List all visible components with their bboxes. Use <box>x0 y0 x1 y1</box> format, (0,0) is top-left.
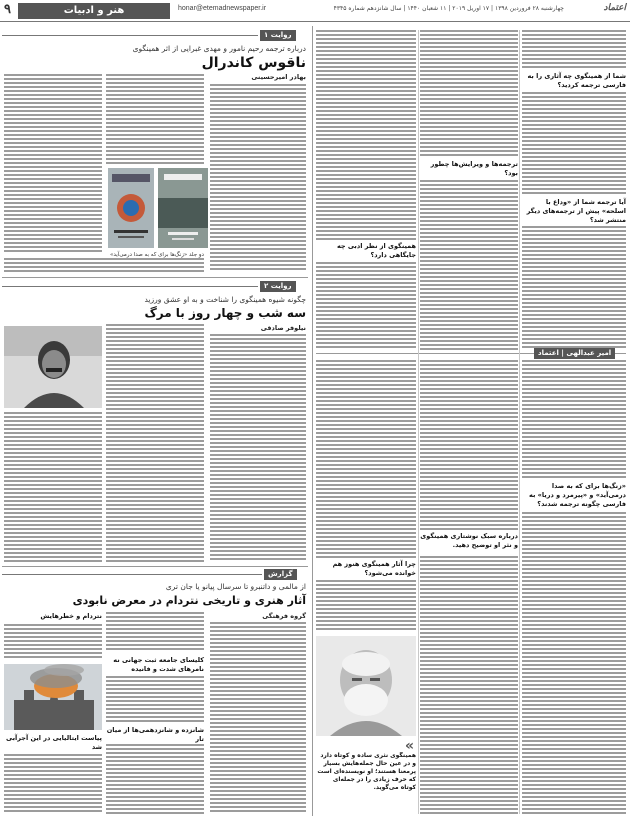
section-tag: گزارش <box>264 569 297 580</box>
column-rule <box>519 30 520 814</box>
article-headline: ناقوس کاندرال <box>201 55 306 71</box>
text-column <box>210 622 306 814</box>
tag-rule <box>2 574 262 575</box>
interview-question: شما از همینگوی چه آثاری را به فارسی ترجمه کردید؟ <box>527 72 626 89</box>
article-subhead: شانزده و شانزدهمی‌ها از میان تار <box>106 726 204 743</box>
article-kicker: چگونه شیوه همینگوی را شناخت و به او عشق ورزید <box>144 295 306 304</box>
quote-mark-icon: « <box>404 738 414 754</box>
article-headline: سه شب و چهار روز با مرگ <box>144 306 306 320</box>
text-column <box>420 30 518 158</box>
section-divider <box>2 277 308 278</box>
text-column <box>316 262 416 350</box>
text-column <box>106 676 204 722</box>
writer-photo <box>4 326 102 408</box>
newspaper-logo: اعتماد <box>603 3 626 13</box>
article-kicker: از مالمی و داتنبرو تا سرسال پیانو یا جان تری <box>165 582 306 591</box>
text-column <box>522 92 626 196</box>
article-kicker: درباره ترجمه رحیم نامور و مهدی غبرایی از اثر همینگوی <box>132 44 306 53</box>
text-column <box>522 360 626 480</box>
interview-question: ترجمه‌ها و ویرایش‌ها چطور بود؟ <box>430 160 518 177</box>
text-column <box>420 360 518 530</box>
interview-question: آیا ترجمه شما از «وداع با اسلحه» پیش از ترجمه‌های دیگر منتشر شد؟ <box>526 198 626 224</box>
text-column <box>316 30 416 240</box>
pull-quote <box>316 740 416 814</box>
issue-info: چهارشنبه ۲۸ فروردین ۱۳۹۸ | ۱۷ آوریل ۲۰۱۹ | ۱۱ شعبان ۱۴۴۰ | سال شانزدهم شماره ۴۳۴۵ <box>333 5 564 12</box>
book-cover-image <box>158 168 208 248</box>
text-column <box>106 744 204 814</box>
article-subhead: کلیسای جامعه ثبت جهانی نه نامرهای شدت و فانیده <box>113 656 204 673</box>
article-byline: بهادر امیرحسینی <box>251 73 306 81</box>
interview-question: «زنگ‌ها برای که به صدا درمی‌آید» و «پیرمرد و دریا» به فارسی چگونه ترجمه شدند؟ <box>529 482 626 508</box>
tag-rule <box>2 35 258 36</box>
tag-rule <box>2 286 258 287</box>
text-column <box>316 580 416 632</box>
text-column <box>522 30 626 70</box>
text-column <box>420 180 518 350</box>
section-title: هنر و ادبیات <box>18 3 170 19</box>
text-column <box>522 226 626 350</box>
hemingway-portrait <box>316 636 416 736</box>
page-header <box>0 0 630 22</box>
text-column <box>106 324 204 562</box>
photo-caption: دو جلد «زنگ‌ها برای که به صدا درمی‌آید» <box>110 252 204 258</box>
text-column <box>106 74 204 164</box>
interview-question: درباره سبک نوشتاری همینگوی و نثر او توضیح دهید. <box>420 532 518 549</box>
text-column <box>4 258 204 272</box>
section-email[interactable]: honar@etemadnewspaper.ir <box>178 5 267 12</box>
page-divider <box>312 26 313 816</box>
article-subhead: نتردام و خطرهایش <box>40 612 102 620</box>
section-tag: روایت ۲ <box>260 281 296 292</box>
section-divider <box>2 566 308 567</box>
article-byline: نیلوفر صادقی <box>260 324 306 332</box>
page-number: ۹ <box>4 2 11 17</box>
notre-dame-fire-photo <box>4 664 102 730</box>
text-column <box>522 512 626 814</box>
text-column <box>210 334 306 562</box>
article-subhead: پیاست ایتالیایی در این آجرآبی شد <box>6 734 102 751</box>
book-cover-image <box>108 168 154 248</box>
text-column <box>316 360 416 558</box>
text-column <box>4 74 102 254</box>
photo-credit: امیر عبدالهی | اعتماد <box>534 348 615 359</box>
text-column <box>420 556 518 814</box>
article-byline: گروه فرهنگی <box>262 612 306 620</box>
text-column <box>4 754 102 814</box>
text-column <box>4 624 102 660</box>
pull-quote-text: همینگوی نثری ساده و کوتاه دارد و در عین حال جمله‌هایش بسیار پرمعنا هستند؛ او نویسنده‌ای است که حرف زیادی را در جمله‌ای کوتاه می‌گوید. <box>317 752 416 791</box>
text-column <box>4 412 102 562</box>
interview-question: همینگوی از نظر ادبی چه جایگاهی دارد؟ <box>336 242 416 259</box>
column-rule <box>418 30 419 814</box>
section-tag: روایت ۱ <box>260 30 296 41</box>
text-column <box>210 84 306 272</box>
interview-question: چرا آثار همینگوی هنوز هم خوانده می‌شود؟ <box>332 560 416 577</box>
article-headline: آثار هنری و تاریخی نتردام در معرض نابودی <box>72 594 306 607</box>
text-column <box>106 612 204 652</box>
